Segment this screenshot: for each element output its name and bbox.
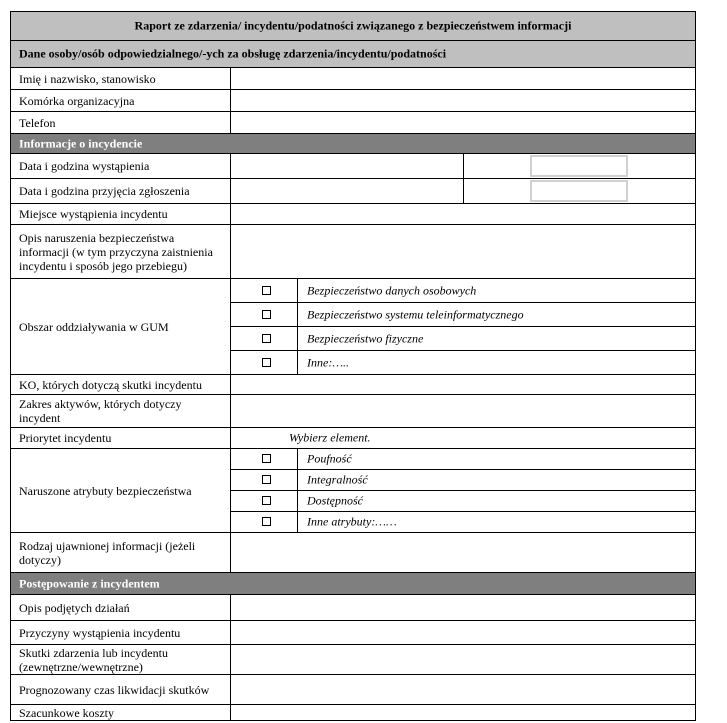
option-divider — [297, 491, 298, 511]
impact-checkbox-it-system[interactable] — [262, 310, 271, 319]
attributes-label: Naruszone atrybuty bezpieczeństwa — [11, 449, 231, 532]
assets-label: Zakres aktywów, których dotyczy incydent — [11, 395, 231, 427]
info-type-field[interactable] — [231, 533, 695, 572]
impact-checkbox-personal-data[interactable] — [262, 286, 271, 295]
attribute-checkbox-confidentiality[interactable] — [262, 454, 271, 463]
org-unit-row — [11, 90, 695, 112]
impact-option-row — [231, 303, 695, 327]
impact-option-physical: Bezpieczeństwo fizyczne — [307, 331, 424, 345]
received-datetime-label: Data i godzina przyjęcia zgłoszenia — [11, 179, 231, 203]
incident-section-title: Informacje o incydencie — [19, 136, 143, 150]
attribute-checkbox-integrity[interactable] — [262, 475, 271, 484]
effects-field[interactable] — [231, 645, 695, 674]
causes-row — [11, 621, 695, 645]
phone-field[interactable] — [231, 112, 695, 133]
impact-option-other: Inne:….. — [307, 355, 349, 369]
report-title-row — [11, 12, 695, 41]
option-divider — [297, 449, 298, 469]
costs-row — [11, 705, 695, 720]
impact-option-it-system: Bezpieczeństwo systemu teleinformatycznego — [307, 307, 524, 321]
name-position-label: Imię i nazwisko, stanowisko — [11, 68, 231, 89]
forecast-time-label: Prognozowany czas likwidacji skutków — [11, 675, 231, 704]
report-title: Raport ze zdarzenia/ incydentu/podatności związanego z bezpieczeństwem informacji — [134, 18, 572, 33]
column-divider — [463, 179, 464, 203]
option-divider — [297, 279, 298, 302]
occurrence-datetime-row — [11, 154, 695, 179]
costs-label: Szacunkowe koszty — [11, 705, 231, 720]
ko-label: KO, których dotyczą skutki incydentu — [11, 375, 231, 394]
option-divider — [297, 303, 298, 326]
name-position-field[interactable] — [231, 68, 695, 89]
ko-row — [11, 375, 695, 395]
location-row — [11, 204, 695, 225]
org-unit-label: Komórka organizacyjna — [11, 90, 231, 111]
impact-area-label: Obszar oddziaływania w GUM — [11, 279, 231, 374]
assets-field[interactable] — [231, 395, 695, 427]
attribute-checkbox-other[interactable] — [262, 517, 271, 526]
description-label: Opis naruszenia bezpieczeństwa informacji (w tym przyczyna zaistnienia incydentu i sposób jego przebiegu) — [11, 225, 231, 278]
option-divider — [297, 512, 298, 532]
description-row — [11, 225, 695, 279]
person-section-title: Dane osoby/osób odpowiedzialnego/-ych za obsługę zdarzenia/incydentu/podatności — [19, 46, 447, 61]
priority-label: Priorytet incydentu — [11, 428, 231, 448]
handling-section-header — [11, 573, 695, 595]
received-datetime-row — [11, 179, 695, 204]
impact-option-row — [231, 279, 695, 303]
impact-checkbox-physical[interactable] — [262, 334, 271, 343]
attribute-option-other: Inne atrybuty:…… — [307, 514, 397, 529]
attribute-option-row — [231, 449, 695, 470]
phone-row — [11, 112, 695, 134]
effects-row — [11, 645, 695, 675]
name-position-row — [11, 68, 695, 90]
info-type-row — [11, 533, 695, 573]
attributes-row — [11, 449, 695, 533]
assets-row — [11, 395, 695, 428]
causes-field[interactable] — [231, 621, 695, 644]
attribute-option-confidentiality: Poufność — [307, 451, 352, 466]
ko-field[interactable] — [231, 375, 695, 394]
causes-label: Przyczyny wystąpienia incydentu — [11, 621, 231, 644]
actions-label: Opis podjętych działań — [11, 595, 231, 620]
attribute-option-row — [231, 470, 695, 491]
forecast-time-field[interactable] — [231, 675, 695, 704]
attribute-option-availability: Dostępność — [307, 493, 363, 508]
occurrence-time-field[interactable] — [530, 155, 628, 177]
person-section-header — [11, 41, 695, 68]
impact-area-row — [11, 279, 695, 375]
attribute-checkbox-availability[interactable] — [262, 496, 271, 505]
actions-row — [11, 595, 695, 621]
priority-row — [11, 428, 695, 449]
option-divider — [297, 470, 298, 490]
location-label: Miejsce wystąpienia incydentu — [11, 204, 231, 224]
impact-option-row — [231, 351, 695, 374]
impact-option-row — [231, 327, 695, 351]
priority-select-value: Wybierz element. — [289, 430, 371, 445]
actions-field[interactable] — [231, 595, 695, 620]
occurrence-datetime-label: Data i godzina wystąpienia — [11, 154, 231, 178]
attribute-option-row — [231, 512, 695, 532]
info-type-label: Rodzaj ujawnionej informacji (jeżeli dotyczy) — [11, 533, 231, 572]
impact-checkbox-other[interactable] — [262, 358, 271, 367]
option-divider — [297, 351, 298, 374]
effects-label: Skutki zdarzenia lub incydentu (zewnętrzne/wewnętrzne) — [11, 645, 231, 674]
costs-field[interactable] — [231, 705, 695, 720]
forecast-time-row — [11, 675, 695, 705]
org-unit-field[interactable] — [231, 90, 695, 111]
description-field[interactable] — [231, 225, 695, 278]
attribute-option-row — [231, 491, 695, 512]
received-time-field[interactable] — [530, 180, 628, 202]
phone-label: Telefon — [11, 112, 231, 133]
incident-report-form — [10, 11, 696, 721]
option-divider — [297, 327, 298, 350]
impact-option-personal-data: Bezpieczeństwo danych osobowych — [307, 283, 477, 297]
column-divider — [463, 154, 464, 178]
incident-section-header — [11, 134, 695, 154]
location-field[interactable] — [231, 204, 695, 224]
priority-select[interactable] — [231, 428, 695, 448]
handling-section-title: Postępowanie z incydentem — [19, 576, 160, 590]
attribute-option-integrity: Integralność — [307, 472, 368, 487]
